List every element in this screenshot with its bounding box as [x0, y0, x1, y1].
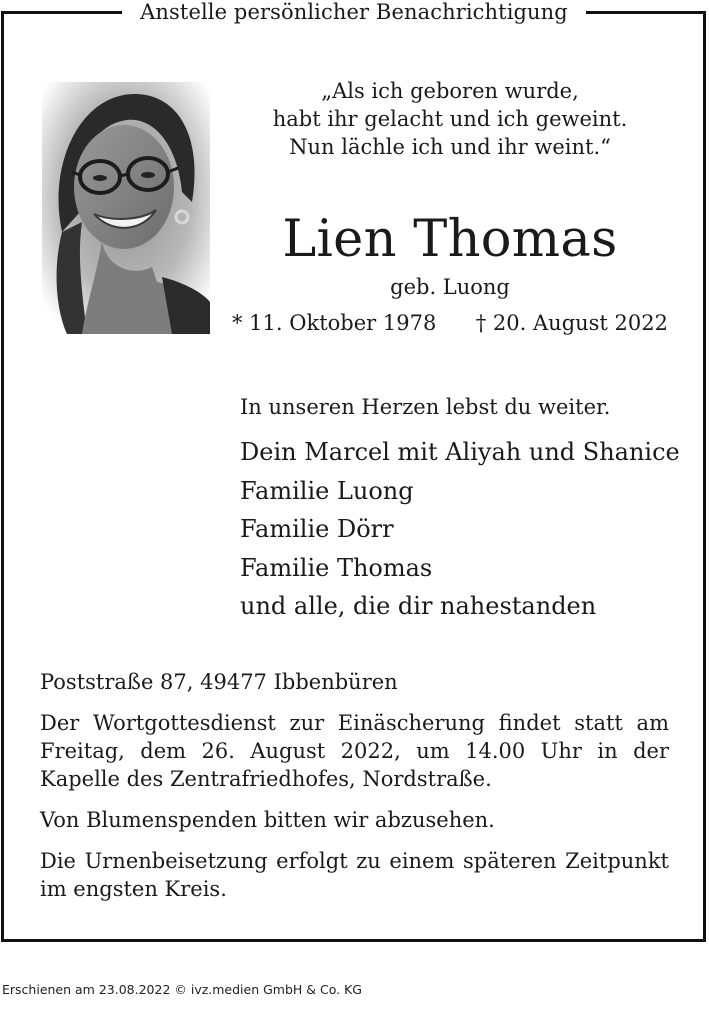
mourners-list [240, 433, 680, 626]
service-info: Der Wortgottesdienst zur Einäscherung findet statt am Freitag, dem 26. August 2022, um 14.00 Uhr in der Kapelle des Zentrafriedhofes, Nordstraße. [40, 711, 669, 791]
birth-date: * 11. Oktober 1978 [232, 311, 437, 335]
mourner-item: Familie Dörr [240, 515, 394, 543]
portrait-photo [42, 82, 210, 334]
birth-name: geb. Luong [390, 275, 510, 299]
publication-footer: Erschienen am 23.08.2022 © ivz.medien GmbH & Co. KG [2, 982, 362, 997]
burial-info: Die Urnenbeisetzung erfolgt zu einem späteren Zeitpunkt im engsten Kreis. [40, 849, 669, 901]
memorial-line: In unseren Herzen lebst du weiter. [240, 395, 611, 419]
quote-line: Nun lächle ich und ihr weint.“ [289, 135, 611, 159]
deceased-name: Lien Thomas [282, 210, 618, 269]
mourner-item: Familie Thomas [240, 553, 433, 582]
mourner-item: Familie Luong [240, 476, 414, 505]
death-date: † 20. August 2022 [475, 311, 668, 335]
notice-header: Anstelle persönlicher Benachrichtigung [122, 0, 586, 22]
quote-line: habt ihr gelacht und ich geweint. [272, 107, 628, 131]
notice-details [40, 668, 669, 916]
quote-line: „Als ich geboren wurde, [321, 79, 579, 103]
mourner-item: und alle, die dir nahestanden [240, 592, 597, 620]
mourner-item: Dein Marcel mit Aliyah und Shanice [240, 438, 680, 466]
quote [230, 77, 670, 161]
address: Poststraße 87, 49477 Ibbenbüren [40, 670, 398, 694]
flowers-note: Von Blumenspenden bitten wir abzusehen. [40, 808, 495, 832]
